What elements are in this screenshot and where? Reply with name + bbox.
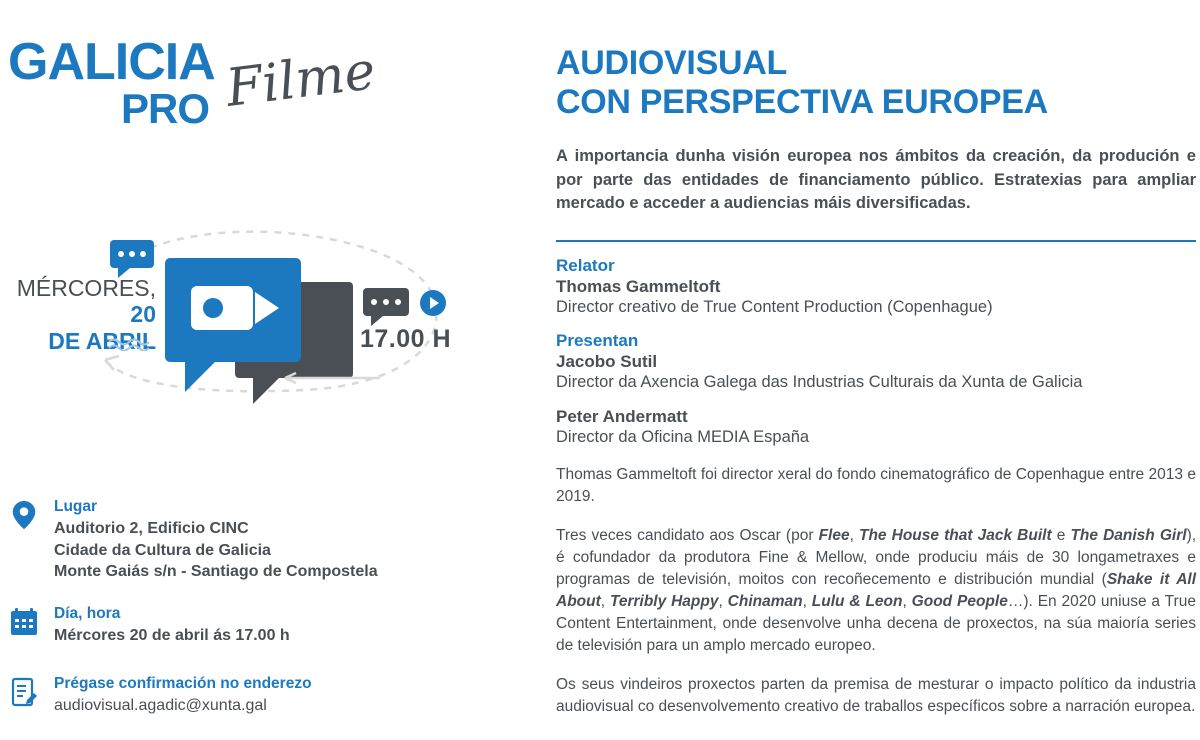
bio-paragraph-2: Tres veces candidato aos Oscar (por Flee, The House that Jack Built e The Danish Girl), é cofundador da produtora Fine & Mellow, onde produciu máis de 30 longametraxes e programas de televisión, moitos con recoñecemento e distribución mundial (Shake it All About, Terribly Happy, Chinaman, Lulu & Leon, Good People…). En 2020 uniuse a True Content Entertainment, onde desenvolve unha decena de proxectos, na súa maioría series de televisión para un amplo mercado europeo. (556, 527, 1197, 655)
rsvp-form-icon (10, 677, 38, 707)
camera-lens-cone-icon (255, 292, 279, 324)
bio-paragraph-1: Thomas Gammeltoft foi director xeral do fondo cinematográfico de Copenhague entre 2013 e 2019. (556, 466, 1196, 506)
place-line-1: Auditorio 2, Edificio CINC (54, 520, 249, 537)
presenter-1-title: Director da Axencia Galega das Industrias Culturais da Xunta de Galicia (556, 373, 1083, 392)
brand-logo (8, 33, 408, 156)
spacer (556, 392, 1200, 406)
right-panel (556, 0, 1200, 740)
play-icon (420, 290, 446, 316)
video-illustration (95, 230, 515, 430)
brand-word-pro: PRO (121, 85, 210, 132)
brand-word-filme: Filme (222, 41, 379, 119)
page-title (556, 44, 1200, 123)
info-block-datetime (10, 605, 290, 647)
brand-word-galicia: GALICIA (8, 33, 215, 91)
info-block-place (10, 498, 378, 583)
presenters-label: Presentan (556, 331, 639, 351)
datetime-line-1: Mércores 20 de abril ás 17.00 h (54, 627, 290, 644)
speaker-role-label: Relator (556, 256, 615, 276)
headline-line-2: CON PERSPECTIVA EUROPEA (556, 83, 1048, 122)
calendar-icon (10, 607, 38, 637)
small-chat-bubble-grey (363, 288, 409, 316)
confirmation-title: Prégase confirmación no enderezo (54, 675, 312, 692)
speaker-title: Director creativo de True Content Production (Copenhague) (556, 298, 993, 317)
divider (556, 240, 1196, 242)
event-weekday-text: MÉRCORES, (16, 275, 156, 301)
location-pin-icon (10, 500, 38, 530)
left-arrow-decoration (275, 368, 385, 388)
event-day-number: 20 (130, 301, 156, 328)
place-line-3: Monte Gaiás s/n - Santiago de Compostela (54, 563, 378, 581)
bio-paragraph-3: Os seus vindeiros proxectos parten da premisa de mesturar o impacto político da industria audiovisual co desenvolvemento creativo de traballos específicos sobre a narración europea. (556, 676, 1196, 716)
subtitle-paragraph: A importancia dunha visión europea nos ámbitos da creación, da produción e por parte das entidades de financiamento público. Estratexias para ampliar mercado e acceder a audiencias máis diversificadas. (556, 146, 1196, 213)
presenter-1-name: Jacobo Sutil (556, 352, 658, 372)
camera-lens-icon (203, 298, 223, 318)
left-panel (0, 0, 540, 740)
place-line-2: Cidade da Cultura de Galicia (54, 541, 271, 559)
event-date-month: DE ABRIL (48, 327, 156, 354)
place-title: Lugar (54, 498, 98, 515)
confirmation-email[interactable]: audiovisual.agadic@xunta.gal (54, 697, 267, 714)
headline-line-1: AUDIOVISUAL (556, 44, 787, 82)
presenter-2-name: Peter Andermatt (556, 407, 688, 427)
datetime-title: Día, hora (54, 605, 121, 622)
small-chat-bubble-blue (110, 240, 154, 268)
info-block-confirmation (10, 675, 312, 717)
event-time: 17.00 H (360, 325, 452, 353)
speaker-name: Thomas Gammeltoft (556, 277, 721, 297)
presenter-2-title: Director da Oficina MEDIA España (556, 428, 810, 447)
